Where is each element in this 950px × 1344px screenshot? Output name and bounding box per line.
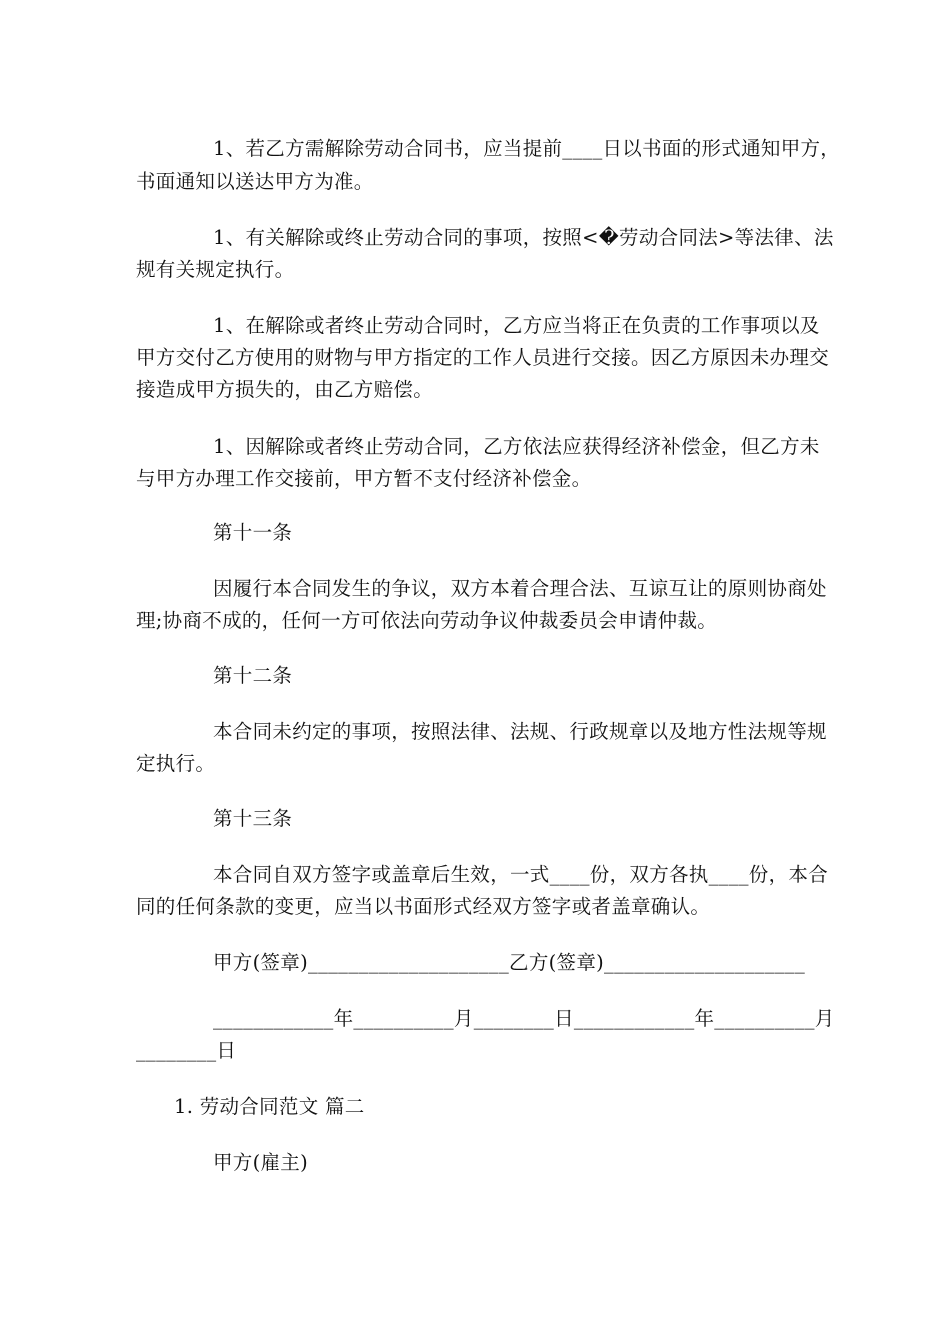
document-heading: 1. 劳动合同范文 篇二 <box>174 1095 365 1118</box>
text-line: 1、在解除或者终止劳动合同时，乙方应当将正在负责的工作事项以及 <box>213 314 820 337</box>
text-line: 本合同自双方签字或盖章后生效，一式____份，双方各执____份，本合 <box>213 863 828 886</box>
text-line: 书面通知以送达甲方为准。 <box>136 170 374 193</box>
date-line: ____________年__________月________日____________年__________月 <box>213 1007 835 1030</box>
signature-line: 甲方(签章)____________________乙方(签章)____________________ <box>213 951 806 974</box>
text-line: 1、因解除或者终止劳动合同，乙方依法应获得经济补偿金，但乙方未 <box>213 435 820 458</box>
section-heading: 第十三条 <box>213 807 293 830</box>
text-line: 因履行本合同发生的争议，双方本着合理合法、互谅互让的原则协商处 <box>213 577 827 600</box>
text-line: 同的任何条款的变更，应当以书面形式经双方签字或者盖章确认。 <box>136 895 711 918</box>
party-label: 甲方(雇主) <box>213 1151 309 1174</box>
text-line: 规有关规定执行。 <box>136 258 295 281</box>
text-line: 定执行。 <box>136 752 216 775</box>
date-line: ________日 <box>136 1039 237 1062</box>
section-heading: 第十二条 <box>213 664 293 687</box>
text-line: 1、有关解除或终止劳动合同的事项，按照<�劳动合同法>等法律、法 <box>213 226 834 249</box>
text-line: 本合同未约定的事项，按照法律、法规、行政规章以及地方性法规等规 <box>213 720 827 743</box>
section-heading: 第十一条 <box>213 521 293 544</box>
text-line: 与甲方办理工作交接前，甲方暂不支付经济补偿金。 <box>136 467 592 490</box>
text-line: 甲方交付乙方使用的财物与甲方指定的工作人员进行交接。因乙方原因未办理交 <box>136 346 830 369</box>
text-line: 1、若乙方需解除劳动合同书，应当提前____日以书面的形式通知甲方， <box>213 137 841 160</box>
text-line: 理;协商不成的，任何一方可依法向劳动争议仲裁委员会申请仲裁。 <box>136 609 718 632</box>
text-line: 接造成甲方损失的，由乙方赔偿。 <box>136 378 434 401</box>
